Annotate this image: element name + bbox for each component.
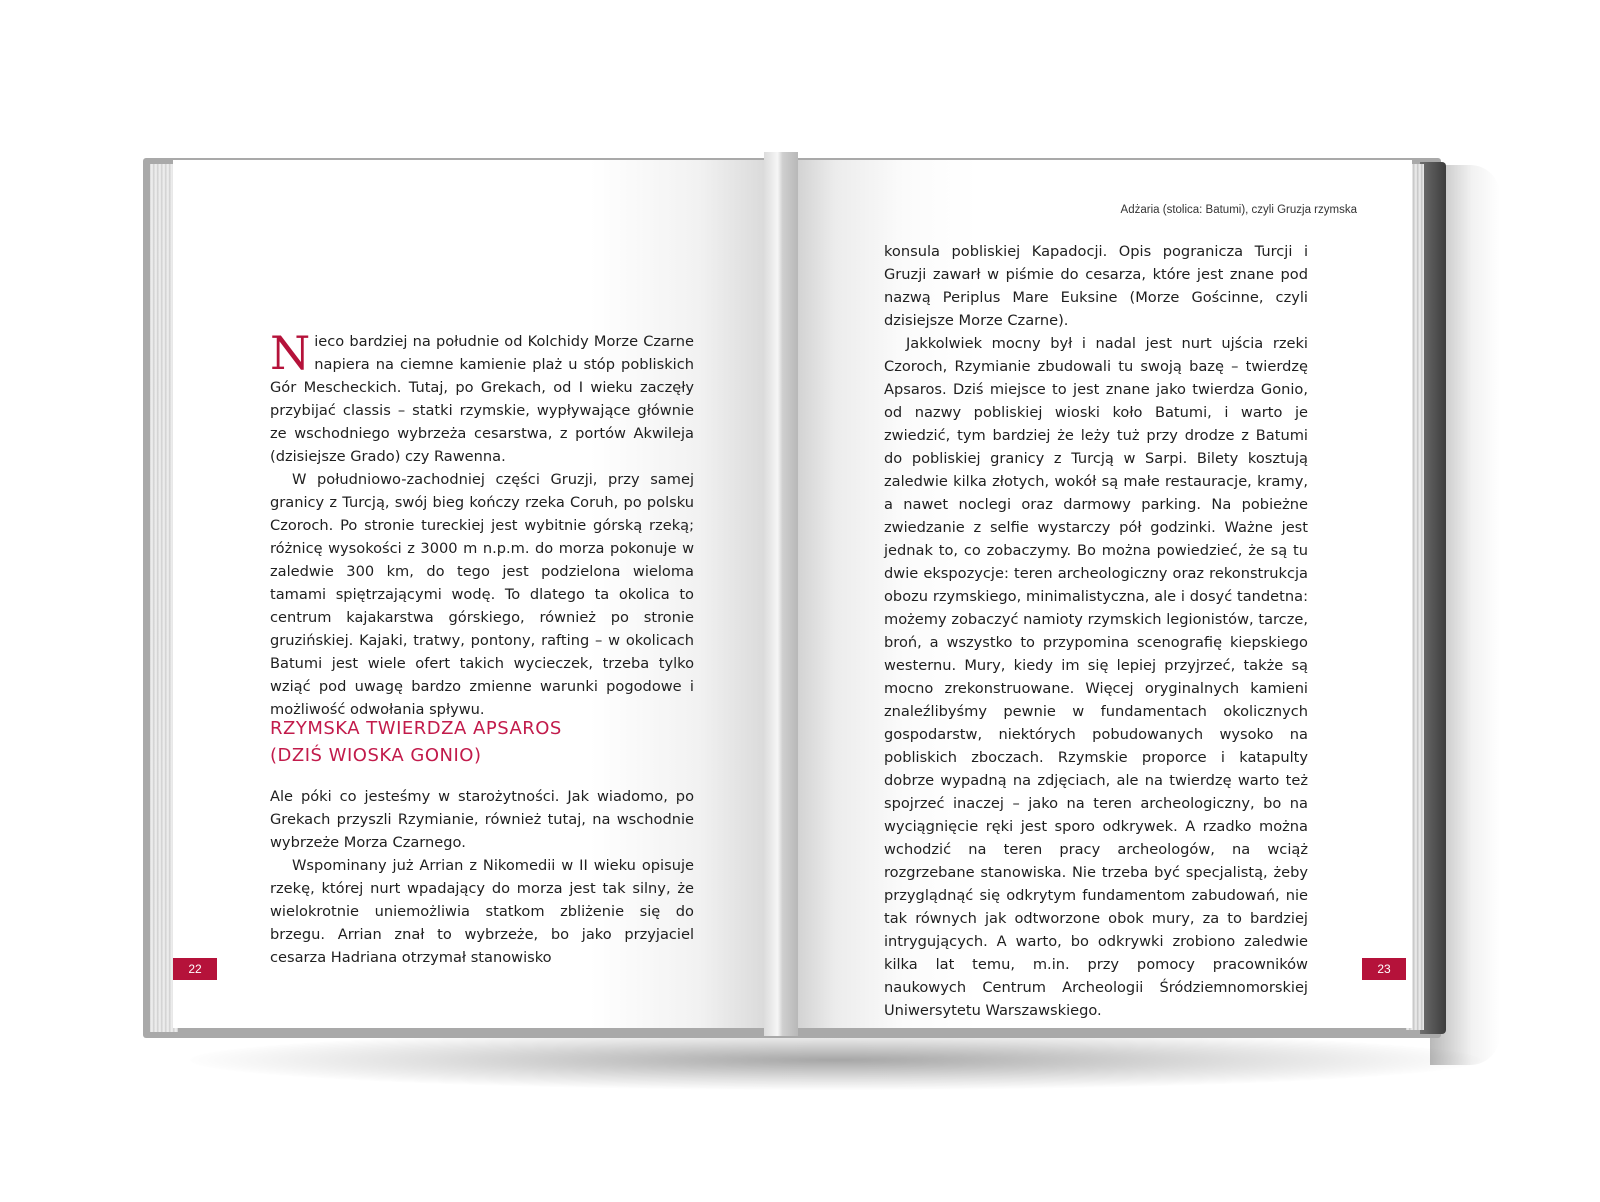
section-heading-line-2: (DZIŚ WIOSKA GONIO)	[270, 745, 482, 766]
section-heading	[270, 715, 700, 769]
paragraph-2: W południowo-zachodniej części Gruzji, przy samej granicy z Turcją, swój bieg kończy rzeka Coruh, po polsku Czoroch. Po stronie tureckiej jest wybitnie górską rzeką; różnicę wysokości z 3000 m n.p.m. do morza pokonuje w zaledwie 300 km, do tego jest podzielona wieloma tamami spiętrzającymi wodę. To dlatego ta okolica to centrum kajakarstwa górskiego, również po stronie gruzińskiej. Kajaki, tratwy, pontony, rafting – w okolicach Batumi jest wiele ofert takich wycieczek, trzeba tylko wziąć pod uwagę bardzo zmienne warunki pogodowe i możliwość odwołania spływu.	[270, 471, 694, 718]
right-page-text	[884, 240, 1308, 1022]
page-number-left: 22	[173, 958, 217, 980]
section-heading-line-1: RZYMSKA TWIERDZA APSAROS	[270, 718, 562, 739]
right-page	[792, 160, 1412, 1028]
left-page	[173, 160, 769, 1028]
paragraph-5: konsula pobliskiej Kapadocji. Opis pogranicza Turcji i Gruzji zawarł w piśmie do cesarza, które jest znane pod nazwą Periplus Mare Euksine (Morze Gościnne, czyli dzisiejsze Morze Czarne).	[884, 243, 1308, 329]
page-number-right: 23	[1362, 958, 1406, 980]
book-shadow	[190, 1030, 1480, 1090]
paragraph-6: Jakkolwiek mocny był i nadal jest nurt ujścia rzeki Czoroch, Rzymianie zbudowali tu swoją bazę – twierdzę Apsaros. Dziś miejsce to jest znane jako twierdza Gonio, od nazwy pobliskiej wioski koło Batumi, i warto je zwiedzić, tym bardziej że leży tuż przy drodze z Batumi do pobliskiej granicy z Turcją w Sarpi. Bilety kosztują zaledwie kilka złotych, wokół są małe restauracje, kramy, a nawet noclegi oraz darmowy parking. Na pobieżne zwiedzanie z selfie wystarczy pół godzinki. Ważne jest jednak to, co zobaczymy. Bo można powiedzieć, że są tu dwie ekspozycje: teren archeologiczny oraz rekonstrukcja obozu rzymskiego, minimalistyczna, ale i dosyć tandetna: możemy zobaczyć namioty rzymskich legionistów, tarcze, broń, a wszystko to przypomina scenografię kiepskiego westernu. Mury, kiedy im się lepiej przyjrzeć, także są mocno zrekonstruowane. Więcej oryginalnych kamieni znaleźlibyśmy pewnie w fundamentach okolicznych gospodarstw, niektórych pobudowanych wysoko na pobliskich zboczach. Rzymskie proporce i katapulty dobrze wypadną na zdjęciach, ale na twierdzę warto też spojrzeć inaczej – jako na teren archeologiczny, bo na wyciągnięcie ręki jest sporo odkrywek. A rzadko można wchodzić na teren pracy archeologów, na wciąż rozgrzebane stanowiska. Nie trzeba być specjalistą, żeby przyglądnąć się odkrytym fundamentom zabudowań, nie tak równych jak odtworzone obok mury, za to bardziej intrygujących. A warto, bo odkrywki zrobiono zaledwie kilka lat temu, m.in. przy pomocy pracowników naukowych Centrum Archeologii Śródziemnomorskiej Uniwersytetu Warszawskiego.	[884, 335, 1308, 1019]
paragraph-1	[270, 326, 694, 468]
left-section-text	[270, 785, 694, 969]
paragraph-1-text: ieco bardziej na południe od Kolchidy Morze Czarne napiera na ciemne kamienie plaż u stóp pobliskich Gór Mescheckich. Tutaj, po Grekach, od I wieku zaczęły przybijać classis – statki rzymskie, wypływające głównie ze wschodniego wybrzeża cesarstwa, z portów Akwileja (dzisiejsze Grado) czy Rawenna.	[270, 333, 694, 465]
paragraph-3: Ale póki co jesteśmy w starożytności. Jak wiadomo, po Grekach przyszli Rzymianie, również tutaj, na wschodnie wybrzeże Morza Czarnego.	[270, 788, 694, 851]
paragraph-4: Wspominany już Arrian z Nikomedii w II wieku opisuje rzekę, której nurt wpadający do morza jest tak silny, że wielokrotnie uniemożliwia statkom zbliżenie się do brzegu. Arrian znał to wybrzeże, bo jako przyjaciel cesarza Hadriana otrzymał stanowisko	[270, 857, 694, 966]
book-gutter	[764, 152, 798, 1036]
running-head: Adżaria (stolica: Batumi), czyli Gruzja rzymska	[1120, 204, 1357, 216]
left-intro-text	[270, 326, 694, 721]
drop-cap: N	[270, 326, 311, 380]
